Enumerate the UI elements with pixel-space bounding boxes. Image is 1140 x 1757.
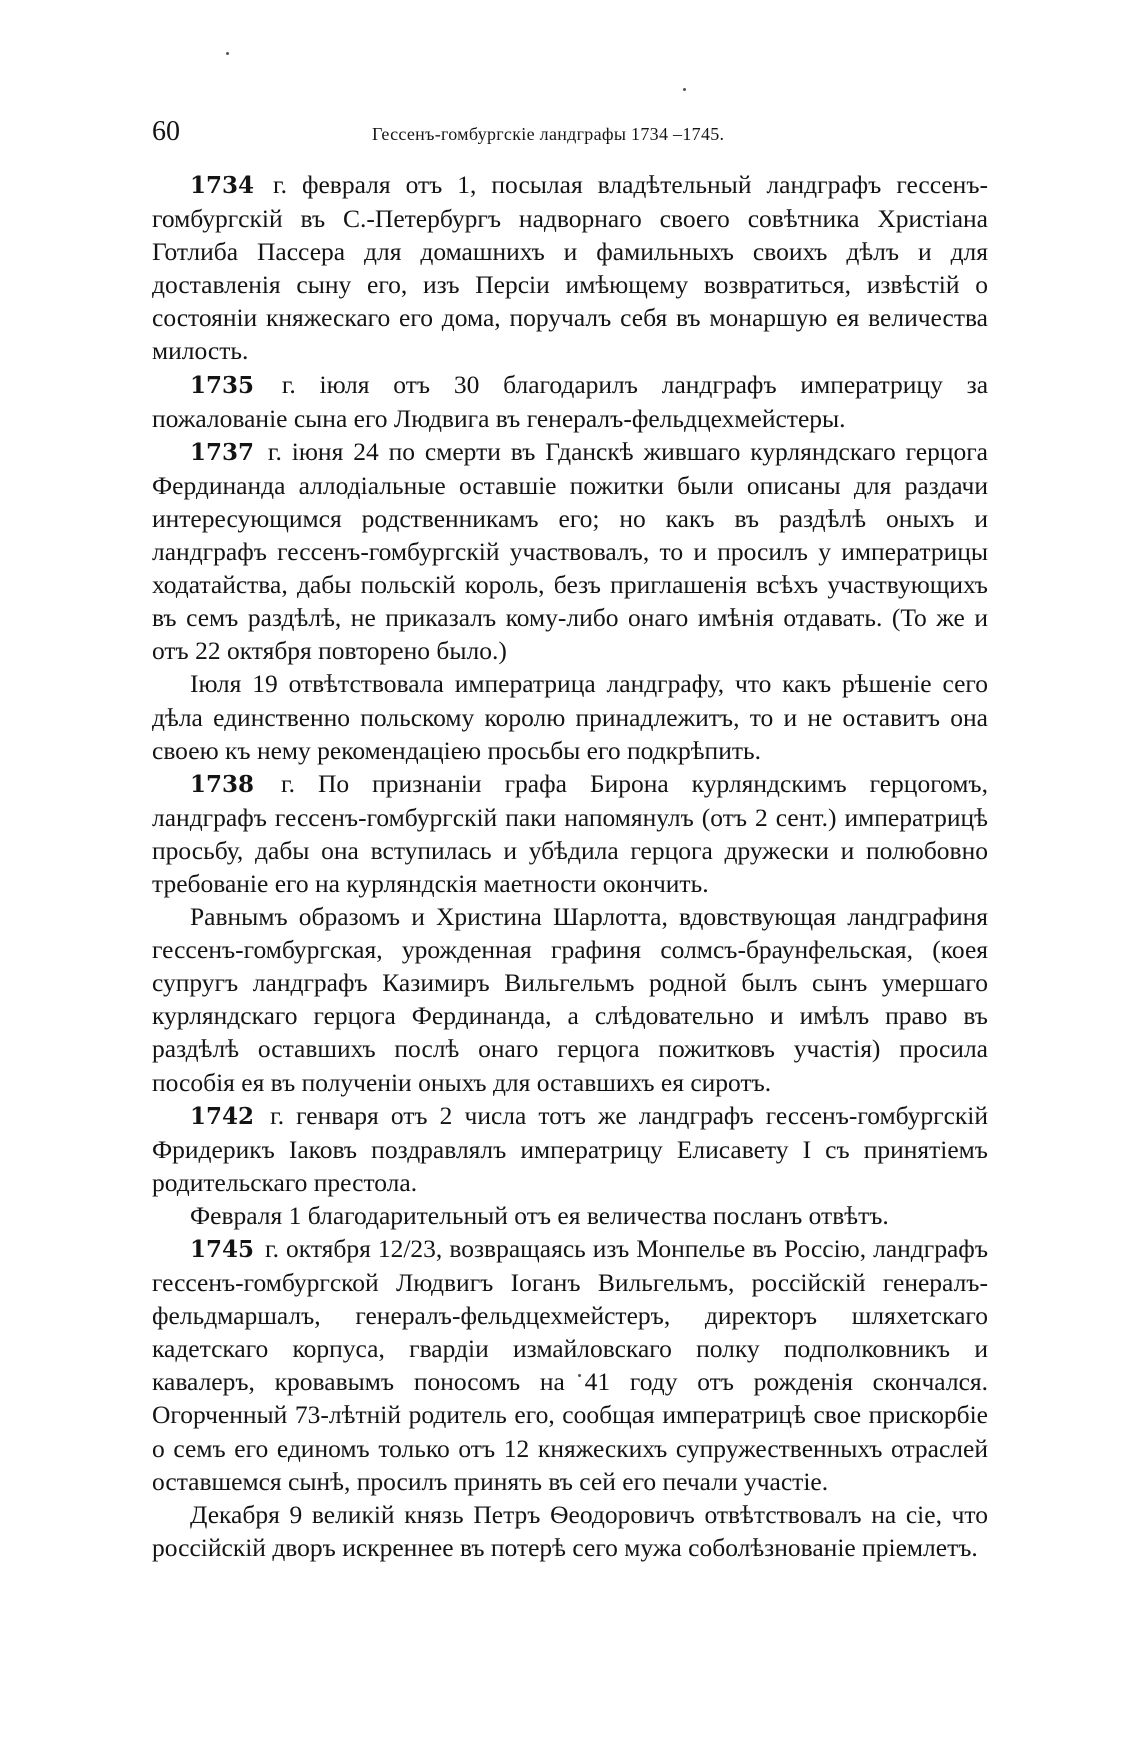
page-number: 60 bbox=[152, 116, 180, 147]
paragraph-christina-charlotte bbox=[152, 900, 988, 1099]
paragraph-1734 bbox=[152, 168, 988, 368]
year-label: 1734 bbox=[190, 172, 255, 199]
paragraph-july-19 bbox=[152, 667, 988, 766]
paper-speck bbox=[226, 52, 229, 55]
paragraph-february-1 bbox=[152, 1199, 988, 1232]
paragraph-text: г. октября 12/23, возвращаясь изъ Монпелье въ Россію, ландграфъ гессенъ-гомбургской Людвигъ Іоганъ Вильгельмъ, россійскій генералъ-фельдмаршалъ, генералъ-фельдцехмейстеръ, директоръ шляхетскаго кадетскаго корпуса, гвардіи измайловскаго полку подполковникъ и кавалеръ, кровавымъ поносомъ на 41 году отъ рожденія скончался. Огорченный 73-лѣтній родитель его, сообщая императрицѣ свое прискорбіе о семъ его единомъ только отъ 12 княжескихъ супружественныхъ отраслей оставшемся сынѣ, просилъ принять въ сей его печали участіе. bbox=[152, 1234, 989, 1496]
paragraph-text: Равнымъ образомъ и Христина Шарлотта, вдовствующая ландграфиня гессенъ-гомбургская, урожденная графиня солмсъ-браунфельская, (коея супругъ ландграфъ Казимиръ Вильгельмъ родной былъ сынъ умершаго курляндскаго герцога Фердинанда, а слѣдовательно и имѣлъ право въ раздѣлѣ оставшихъ послѣ онаго герцога пожитковъ участія) просила пособія ея въ полученіи оныхъ для оставшихъ ея сиротъ. bbox=[152, 902, 988, 1097]
paragraph-december-9 bbox=[152, 1498, 988, 1564]
year-label: 1742 bbox=[190, 1102, 255, 1130]
year-label: 1737 bbox=[190, 438, 255, 466]
paragraph-text: г. генваря отъ 2 числа тотъ же ландграфъ гессенъ-гомбургскій Фридерикъ Іаковъ поздравлялъ императрицу Елисавету I съ принятіемъ родительскаго престола. bbox=[152, 1100, 989, 1197]
paragraph-1745 bbox=[152, 1232, 988, 1498]
running-title: Гессенъ-гомбургскіе ландграфы 1734 –1745. bbox=[372, 124, 725, 144]
paragraph-text: г. іюня 24 по смерти въ Гданскѣ жившаго курляндскаго герцога Фердинанда аллодіальные оставшіе пожитки были описаны для раздачи интересующимся родственникамъ его; но какъ въ раздѣлѣ оныхъ и ландграфъ гессенъ-гомбургскій участвовалъ, то и просилъ у императрицы ходатайства, дабы польскій король, безъ приглашенія всѣхъ участвующихъ въ семъ раздѣлѣ, не приказалъ кому-либо онаго имѣнія отдавать. (То же и отъ 22 октября повторено было.) bbox=[152, 436, 988, 666]
year-label: 1735 bbox=[190, 371, 255, 399]
paragraph-text: г. февраля отъ 1, посылая владѣтельный ландграфъ гессенъ-гомбургскій въ С.-Петербургъ надворнаго своего совѣтника Христіана Готлиба Пассера для домашнихъ и фамильныхъ своихъ дѣлъ и для доставленія сыну его, изъ Персіи имѣющему возвратиться, извѣстій о состояніи княжескаго его дома, поручалъ себя въ монаршую ея величества милость. bbox=[152, 170, 989, 366]
paragraph-1737 bbox=[152, 435, 988, 668]
year-label: 1738 bbox=[190, 770, 255, 798]
year-label: 1745 bbox=[190, 1236, 255, 1263]
paragraph-text: г. По признаніи графа Бирона курляндскимъ герцогомъ, ландграфъ гессенъ-гомбургскій паки напомянулъ (отъ 2 сент.) императрицѣ просьбу, дабы она вступилась и убѣдила герцога дружески и полюбовно требованіе его на курляндскія маетности окончить. bbox=[152, 768, 988, 898]
paragraph-text: г. іюля отъ 30 благодарилъ ландграфъ императрицу за пожалованіе сына его Людвига въ генералъ-фельдцехмейстеры. bbox=[152, 369, 989, 433]
body-text bbox=[152, 168, 988, 1564]
paragraph-text: Февраля 1 благодарительный отъ ея величества посланъ отвѣтъ. bbox=[190, 1200, 889, 1230]
paragraph-text: Іюля 19 отвѣтствовала императрица ландграфу, что какъ рѣшеніе сего дѣла единственно польскому королю принадлежитъ, то и не оставитъ она своею къ нему рекомендаціею просьбы его подкрѣпить. bbox=[152, 669, 988, 765]
paragraph-1735 bbox=[152, 368, 988, 435]
paragraph-1738 bbox=[152, 767, 988, 900]
paragraph-1742 bbox=[152, 1099, 988, 1199]
page-header bbox=[152, 116, 988, 156]
paragraph-text: Декабря 9 великій князь Петръ Ѳеодоровичъ отвѣтствовалъ на сіе, что россійскій дворъ искреннее въ потерѣ сего мужа соболѣзнованіе пріемлетъ. bbox=[152, 1499, 988, 1562]
paper-speck bbox=[683, 88, 686, 91]
